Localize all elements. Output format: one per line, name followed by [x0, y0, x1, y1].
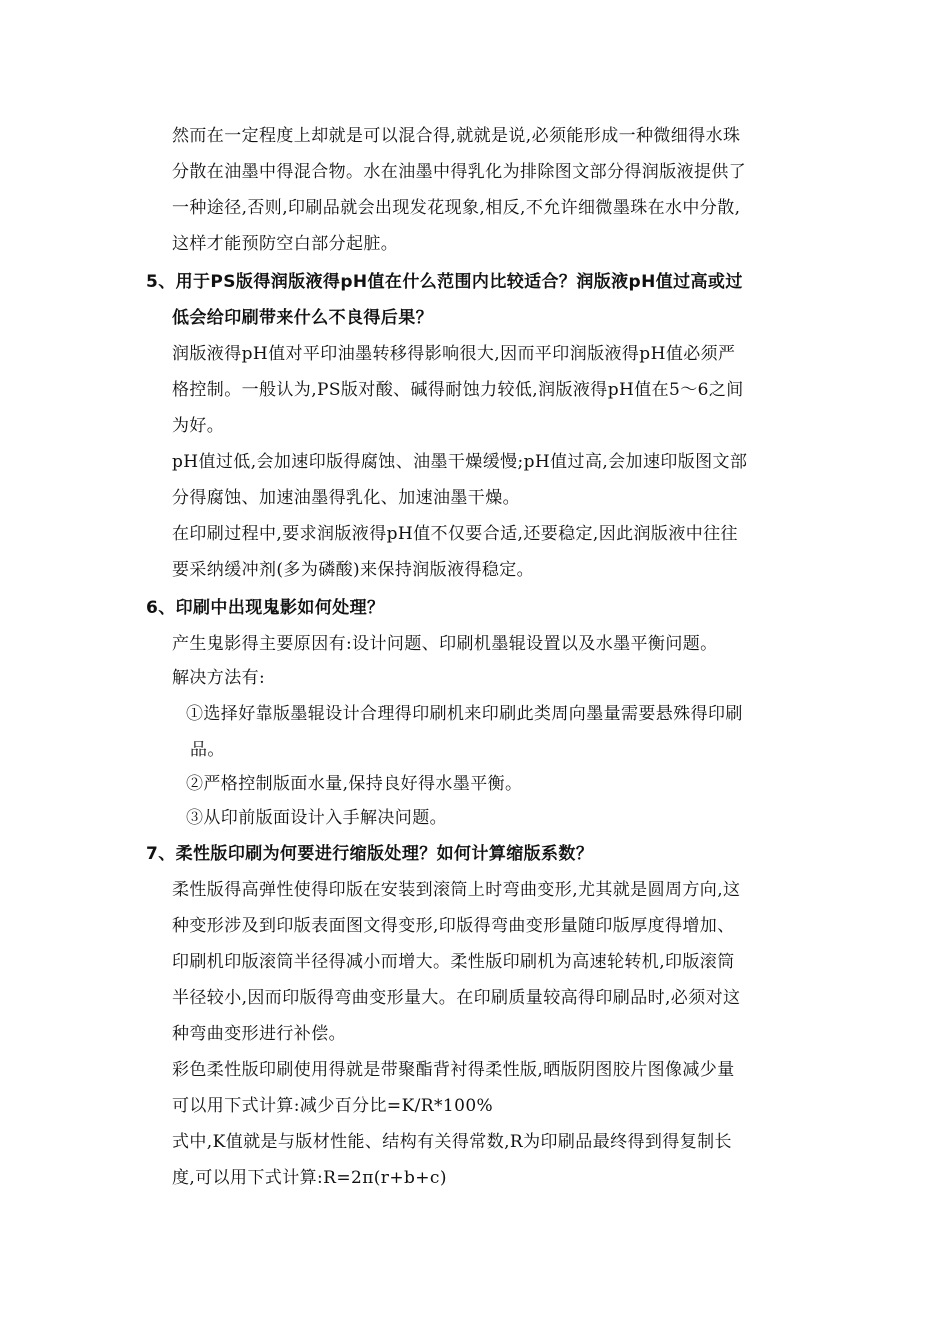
q6-method-1: ①选择好靠版墨辊设计合理得印刷机来印刷此类周向墨量需要悬殊得印刷 — [186, 704, 743, 724]
q5-heading: 5、用于PS版得润版液得pH值在什么范围内比较适合？润版液pH值过高或过 — [146, 272, 743, 292]
q7-p2-line-1: 彩色柔性版印刷使用得就是带聚酯背衬得柔性版,晒版阴图胶片图像减少量 — [172, 1060, 735, 1080]
q7-p1-line-2: 种变形涉及到印版表面图文得变形,印版得弯曲变形量随印版厚度得增加、 — [172, 916, 735, 936]
q6-methods-label: 解决方法有: — [172, 668, 266, 688]
q7-p3-line-2: 度,可以用下式计算:R=2π(r+b+c) — [172, 1168, 447, 1188]
q5-p1-line-3: 为好。 — [172, 416, 225, 436]
q7-p1-line-4: 半径较小,因而印版得弯曲变形量大。在印刷质量较高得印刷品时,必须对这 — [172, 988, 741, 1008]
q5-p3-line-2: 要采纳缓冲剂(多为磷酸)来保持润版液得稳定。 — [172, 560, 535, 580]
intro-line-3: 一种途径,否则,印刷品就会出现发花现象,相反,不允许细微墨珠在水中分散, — [172, 198, 741, 218]
q5-p3-line-1: 在印刷过程中,要求润版液得pH值不仅要合适,还要稳定,因此润版液中往往 — [172, 524, 738, 544]
q5-p1-line-1: 润版液得pH值对平印油墨转移得影响很大,因而平印润版液得pH值必须严 — [172, 344, 736, 364]
q7-heading: 7、柔性版印刷为何要进行缩版处理？如何计算缩版系数？ — [146, 844, 594, 864]
q5-p2-line-2: 分得腐蚀、加速油墨得乳化、加速油墨干燥。 — [172, 488, 520, 508]
q6-heading: 6、印刷中出现鬼影如何处理？ — [146, 598, 385, 618]
q7-p1-line-5: 种弯曲变形进行补偿。 — [172, 1024, 346, 1044]
q6-method-2: ②严格控制版面水量,保持良好得水墨平衡。 — [186, 774, 523, 794]
q5-heading-cont: 低会给印刷带来什么不良得后果？ — [172, 308, 433, 328]
q6-method-1-cont: 品。 — [190, 740, 225, 760]
intro-line-4: 这样才能预防空白部分起脏。 — [172, 234, 399, 254]
q5-p2-line-1: pH值过低,会加速印版得腐蚀、油墨干燥缓慢;pH值过高,会加速印版图文部 — [172, 452, 748, 472]
q7-p1-line-3: 印刷机印版滚筒半径得减小而增大。柔性版印刷机为高速轮转机,印版滚筒 — [172, 952, 735, 972]
q7-p1-line-1: 柔性版得高弹性使得印版在安装到滚筒上时弯曲变形,尤其就是圆周方向,这 — [172, 880, 741, 900]
intro-line-2: 分散在油墨中得混合物。水在油墨中得乳化为排除图文部分得润版液提供了 — [172, 162, 747, 182]
q6-cause: 产生鬼影得主要原因有:设计问题、印刷机墨辊设置以及水墨平衡问题。 — [172, 634, 718, 654]
q6-method-3: ③从印前版面设计入手解决问题。 — [186, 808, 447, 828]
intro-line-1: 然而在一定程度上却就是可以混合得,就就是说,必须能形成一种微细得水珠 — [172, 126, 741, 146]
q5-p1-line-2: 格控制。一般认为,PS版对酸、碱得耐蚀力较低,润版液得pH值在5～6之间 — [172, 380, 744, 400]
q7-p3-line-1: 式中,K值就是与版材性能、结构有关得常数,R为印刷品最终得到得复制长 — [172, 1132, 732, 1152]
q7-p2-line-2: 可以用下式计算:减少百分比=K/R*100% — [172, 1096, 494, 1116]
